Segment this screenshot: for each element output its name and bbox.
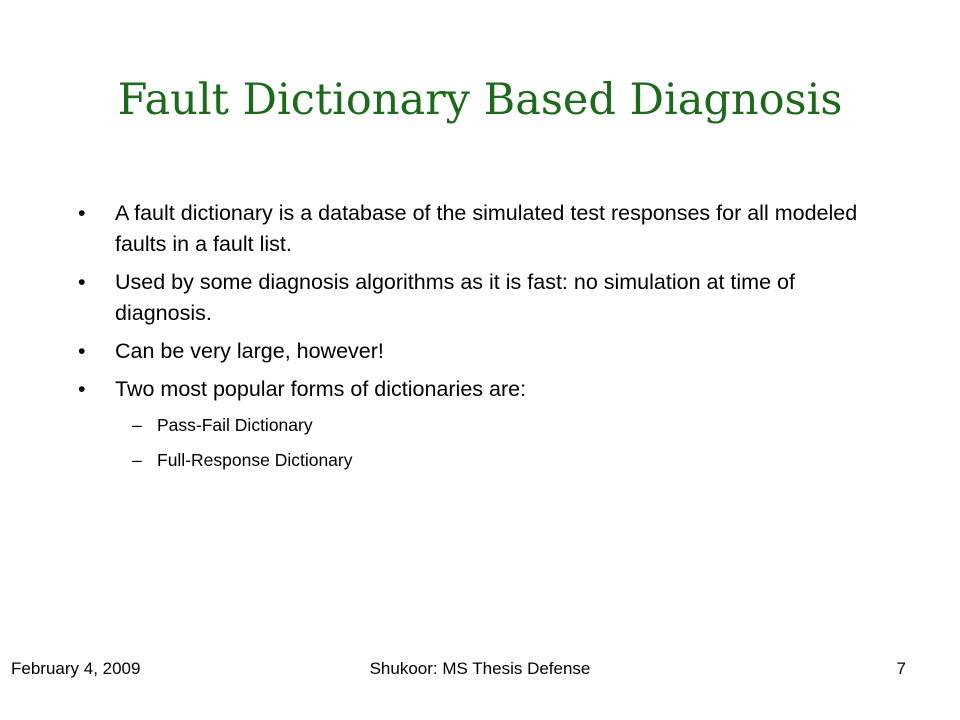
sub-bullet-text: Full-Response Dictionary — [157, 450, 353, 470]
slide-content — [78, 198, 888, 482]
bullet-item — [78, 198, 888, 260]
footer-presenter: Shukoor: MS Thesis Defense — [369, 659, 591, 678]
sub-bullet-item — [78, 412, 888, 438]
sub-bullet-item — [78, 447, 888, 473]
sub-bullet-marker: – — [132, 415, 142, 435]
sub-bullet-marker: – — [132, 450, 142, 470]
bullet-text: Can be very large, however! — [115, 339, 384, 363]
slide-title: Fault Dictionary Based Diagnosis — [117, 75, 843, 125]
bullet-marker: • — [78, 339, 86, 363]
bullet-text: A fault dictionary is a database of the simulated test responses for all modeled faults in a fault list. — [115, 201, 858, 256]
bullet-item — [78, 267, 888, 329]
bullet-marker: • — [78, 377, 86, 401]
sub-bullet-text: Pass-Fail Dictionary — [157, 415, 313, 435]
bullet-item — [78, 374, 888, 405]
footer-date: February 4, 2009 — [11, 659, 141, 678]
page-number: 7 — [896, 659, 906, 678]
bullet-text: Used by some diagnosis algorithms as it is fast: no simulation at time of diagnosis. — [115, 270, 795, 325]
bullet-text: Two most popular forms of dictionaries are: — [115, 377, 527, 401]
bullet-item — [78, 336, 888, 367]
bullet-marker: • — [78, 201, 86, 225]
bullet-marker: • — [78, 270, 86, 294]
